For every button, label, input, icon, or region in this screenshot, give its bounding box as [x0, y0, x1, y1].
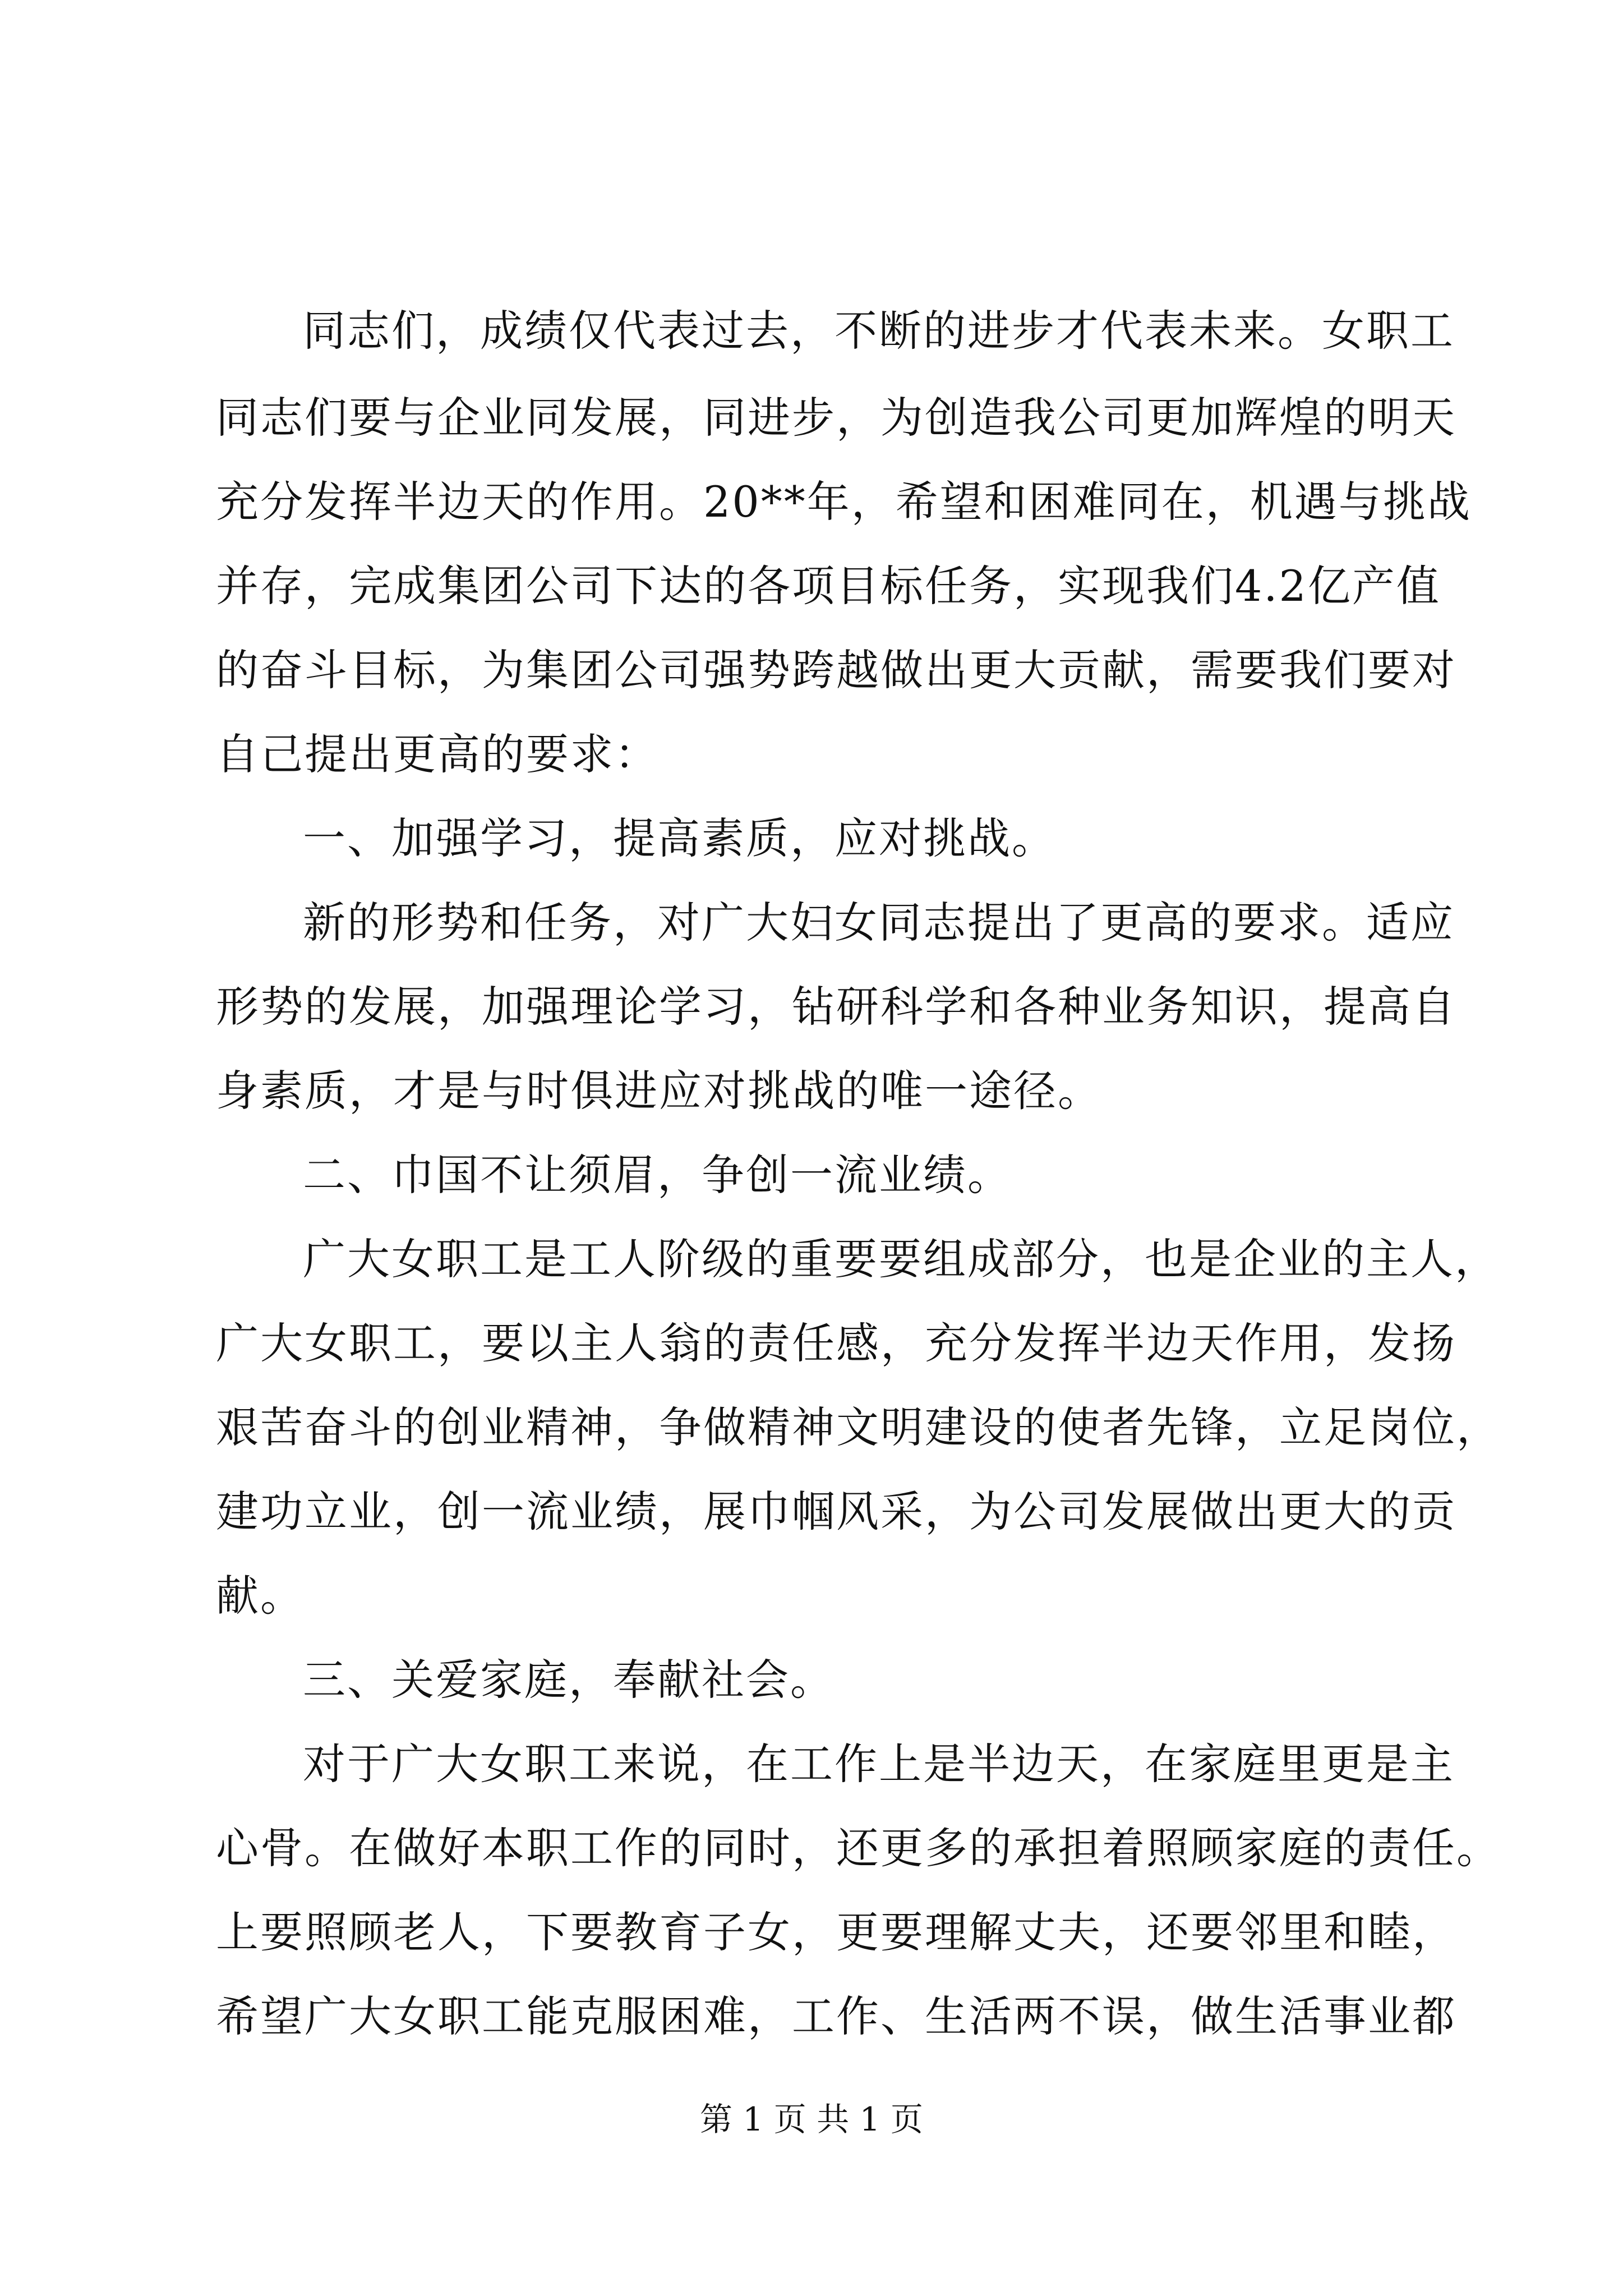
line-19: 心骨。在做好本职工作的同时，还更多的承担着照顾家庭的责任。	[216, 1823, 1501, 1873]
section-heading-1: 一、加强学习，提高素质，应对挑战。	[303, 813, 1056, 863]
line-13: 广大女职工，要以主人翁的责任感，充分发挥半边天作用，发扬	[216, 1318, 1456, 1368]
line-16: 献。	[216, 1571, 305, 1621]
line-21: 希望广大女职工能克服困难，工作、生活两不误，做生活事业都	[216, 1991, 1456, 2041]
line-6: 自己提出更高的要求：	[216, 729, 659, 779]
line-8: 新的形势和任务，对广大妇女同志提出了更高的要求。适应	[303, 898, 1455, 947]
line-12: 广大女职工是工人阶级的重要要组成部分，也是企业的主人，	[303, 1234, 1499, 1284]
line-3: 充分发挥半边天的作用。20**年，希望和困难同在，机遇与挑战	[216, 477, 1472, 527]
line-9: 形势的发展，加强理论学习，钻研科学和各种业务知识，提高自	[216, 982, 1456, 1032]
line-15: 建功立业，创一流业绩，展巾帼风采，为公司发展做出更大的贡	[216, 1487, 1456, 1536]
line-14: 艰苦奋斗的创业精神，争做精神文明建设的使者先锋，立足岗位，	[216, 1402, 1501, 1452]
line-18: 对于广大女职工来说，在工作上是半边天，在家庭里更是主	[303, 1739, 1455, 1789]
section-heading-3: 三、关爱家庭，奉献社会。	[303, 1655, 834, 1705]
page-number-footer: 第 1 页 共 1 页	[700, 2100, 923, 2138]
line-20: 上要照顾老人，下要教育子女，更要理解丈夫，还要邻里和睦，	[216, 1907, 1456, 1957]
line-2: 同志们要与企业同发展，同进步，为创造我公司更加辉煌的明天	[216, 393, 1456, 443]
line-4: 并存，完成集团公司下达的各项目标任务，实现我们4.2亿产值	[216, 561, 1441, 611]
line-5: 的奋斗目标，为集团公司强势跨越做出更大贡献，需要我们要对	[216, 645, 1456, 695]
section-heading-2: 二、巾国不让须眉，争创一流业绩。	[303, 1150, 1012, 1200]
line-1: 同志们，成绩仅代表过去，不断的进步才代表未来。女职工	[303, 306, 1455, 356]
line-10: 身素质，才是与时俱进应对挑战的唯一途径。	[216, 1066, 1102, 1116]
